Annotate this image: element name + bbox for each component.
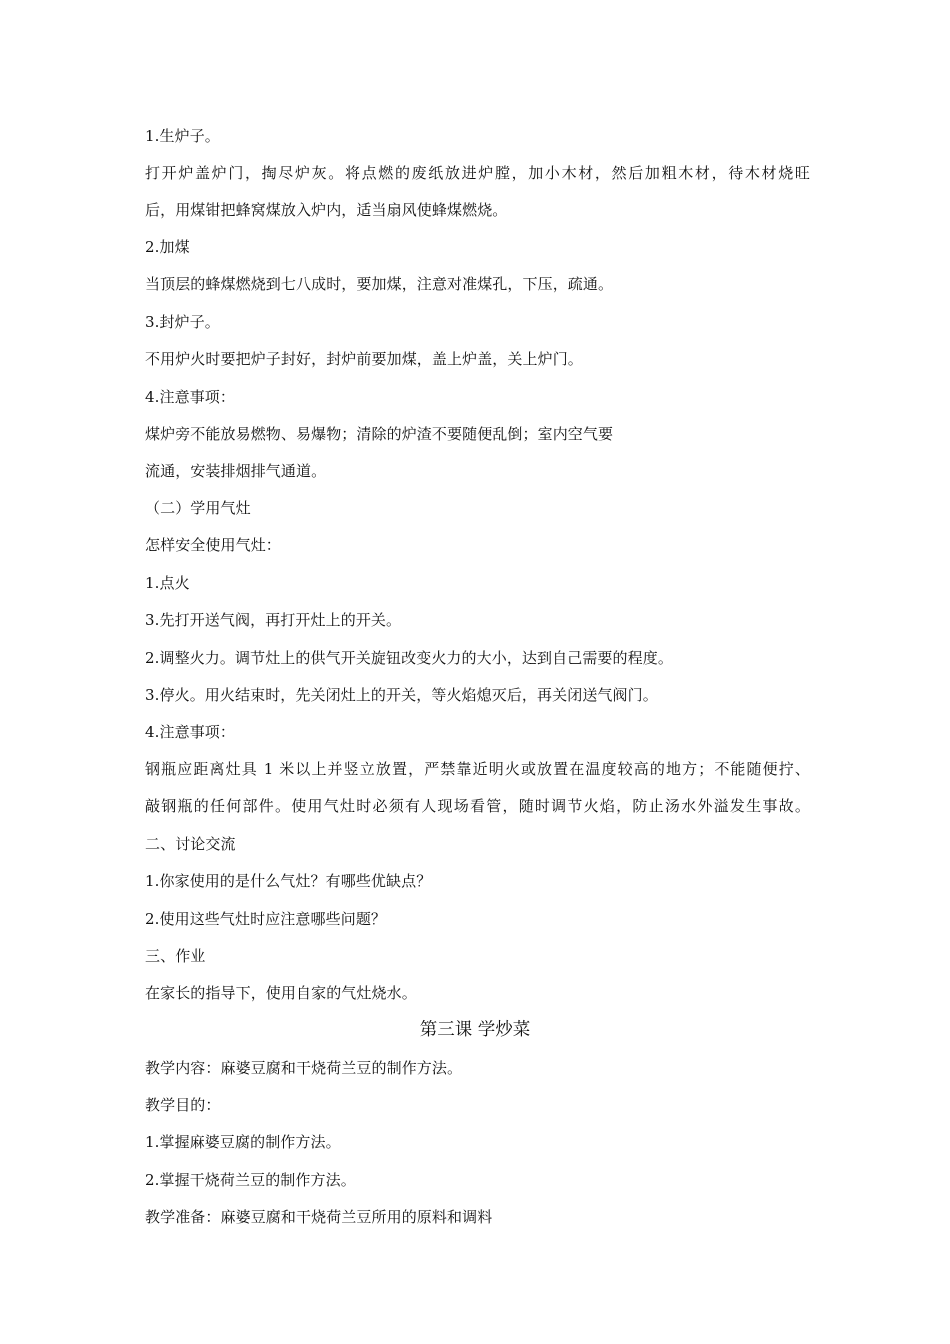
paragraph-line: 4.注意事项： <box>145 388 236 406</box>
paragraph-line: 在家长的指导下，使用自家的气灶烧水。 <box>145 984 417 1002</box>
paragraph-line: 1.生炉子。 <box>145 127 220 145</box>
paragraph-line: 3.停火。用火结束时，先关闭灶上的开关，等火焰熄灭后，再关闭送气阀门。 <box>145 686 658 704</box>
paragraph-line: 3.封炉子。 <box>145 313 220 331</box>
paragraph-line: 流通，安装排烟排气通道。 <box>145 462 327 480</box>
paragraph-line: 煤炉旁不能放易燃物、易爆物；清除的炉渣不要随便乱倒；室内空气要 <box>145 425 614 443</box>
paragraph-line: 2.调整火力。调节灶上的供气开关旋钮改变火力的大小，达到自己需要的程度。 <box>145 649 673 667</box>
paragraph-line: 二、讨论交流 <box>145 835 236 853</box>
paragraph-line: 教学内容：麻婆豆腐和干烧荷兰豆的制作方法。 <box>145 1059 463 1077</box>
paragraph-line: 打开炉盖炉门，掏尽炉灰。将点燃的废纸放进炉膛，加小木材，然后加粗木材，待木材烧旺 <box>145 164 810 182</box>
paragraph-line: 2.掌握干烧荷兰豆的制作方法。 <box>145 1171 356 1189</box>
paragraph-line: 后，用煤钳把蜂窝煤放入炉内，适当扇风使蜂煤燃烧。 <box>145 201 508 219</box>
paragraph-line: 1.你家使用的是什么气灶？有哪些优缺点？ <box>145 872 432 890</box>
paragraph-line: 2.加煤 <box>145 238 190 256</box>
paragraph-line: 教学准备：麻婆豆腐和干烧荷兰豆所用的原料和调料 <box>145 1208 493 1226</box>
paragraph-line: 教学目的： <box>145 1096 221 1114</box>
paragraph-line: （二）学用气灶 <box>145 499 251 517</box>
paragraph-line: 1.点火 <box>145 574 190 592</box>
paragraph-line: 1.掌握麻婆豆腐的制作方法。 <box>145 1133 341 1151</box>
paragraph-line: 3.先打开送气阀，再打开灶上的开关。 <box>145 611 402 629</box>
paragraph-line: 钢瓶应距离灶具 1 米以上并竖立放置，严禁靠近明火或放置在温度较高的地方；不能随便拧、 <box>145 760 810 778</box>
paragraph-line: 敲钢瓶的任何部件。使用气灶时必须有人现场看管，随时调节火焰，防止汤水外溢发生事故。 <box>145 797 810 815</box>
paragraph-line: 2.使用这些气灶时应注意哪些问题？ <box>145 910 387 928</box>
paragraph-line: 不用炉火时要把炉子封好，封炉前要加煤，盖上炉盖，关上炉门。 <box>145 350 583 368</box>
paragraph-line: 4.注意事项： <box>145 723 236 741</box>
paragraph-line: 怎样安全使用气灶： <box>145 536 281 554</box>
paragraph-line: 三、作业 <box>145 947 206 965</box>
lesson-heading: 第三课 学炒菜 <box>419 1020 531 1040</box>
paragraph-line: 当顶层的蜂煤燃烧到七八成时，要加煤，注意对准煤孔，下压，疏通。 <box>145 275 614 293</box>
